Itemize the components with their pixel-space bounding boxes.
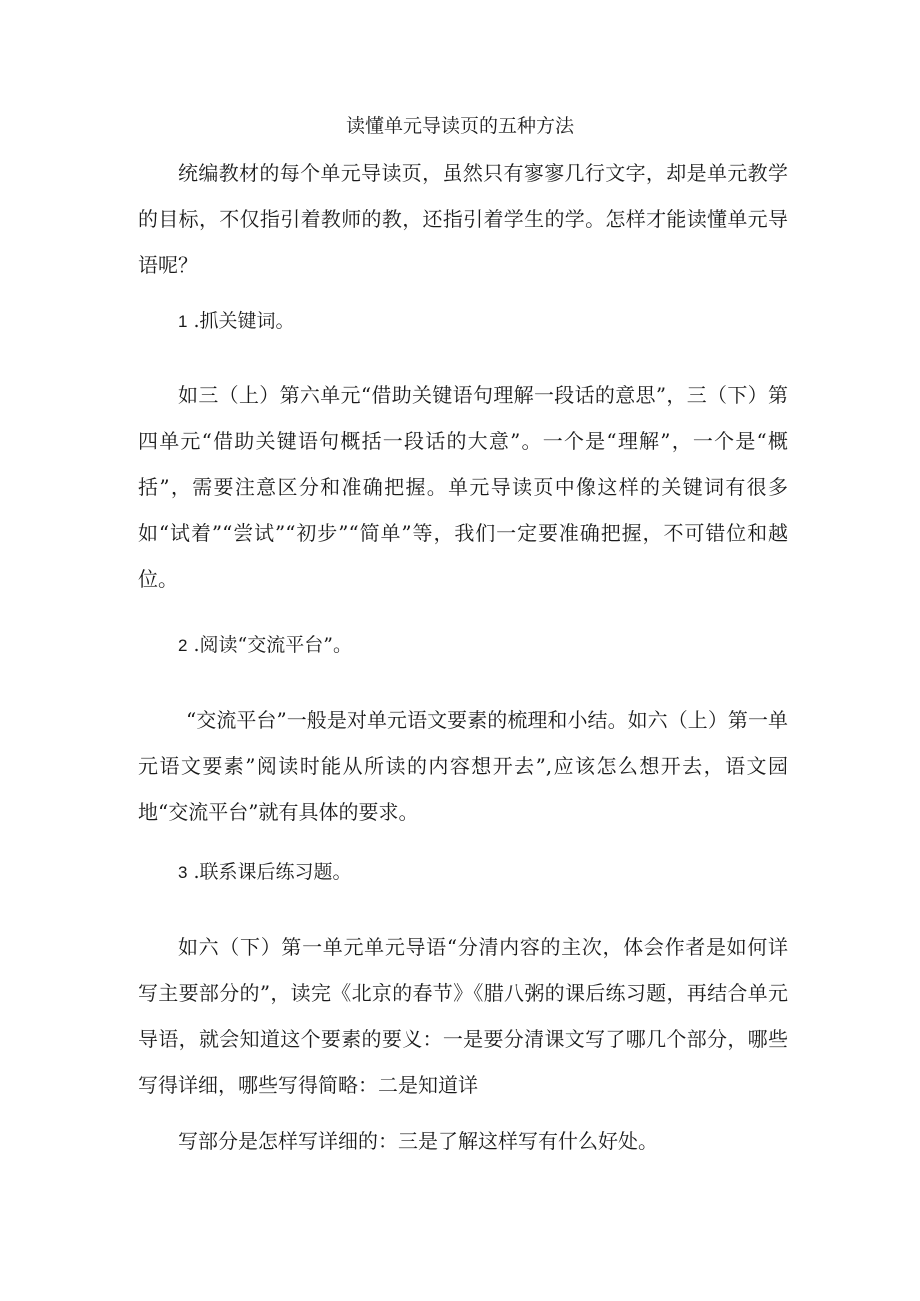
section-body-3-continuation: 写部分是怎样写详细的：三是了解这样写有什么好处。 (178, 1129, 658, 1153)
section-number-1: 1 (178, 312, 188, 331)
section-title-3: .联系课后练习题。 (193, 861, 352, 883)
section-body-3: 如六（下）第一单元单元导语“分清内容的主次，体会作者是如何详写主要部分的”，读完《北京的春节》《腊八粥的课后练习题，再结合单元导语，就会知道这个要素的要义：一是要分清课文写了哪几个部分，哪些写得详细，哪些写得简略：二是知道详 (138, 935, 788, 1097)
section-heading-2 (178, 630, 352, 661)
section-body-1: 如三（上）第六单元“借助关键语句理解一段话的意思”，三（下）第四单元“借助关键语句概括一段话的大意”。一个是“理解”，一个是“概括”，需要注意区分和准确把握。单元导读页中像这样的关键词有很多如“试着”“尝试”“初步”“简单”等，我们一定要准确把握，不可错位和越位。 (138, 383, 788, 591)
section-number-3: 3 (178, 863, 188, 882)
document-title: 读懂单元导读页的五种方法 (345, 115, 574, 137)
section-heading-3 (178, 857, 352, 888)
section-number-2: 2 (178, 636, 188, 655)
intro-paragraph: 统编教材的每个单元导读页，虽然只有寥寥几行文字，却是单元教学的目标，不仅指引着教师的教，还指引着学生的学。怎样才能读懂单元导语呢？ (138, 161, 788, 277)
section-body-2: “交流平台”一般是对单元语文要素的梳理和小结。如六（上）第一单元语文要素”阅读时能从所读的内容想开去”,应该怎么想开去，语文园地“交流平台”就有具体的要求。 (138, 708, 788, 824)
section-title-2: .阅读“交流平台”。 (193, 634, 352, 656)
section-title-1: .抓关键词。 (193, 310, 295, 332)
section-heading-1 (178, 306, 295, 337)
